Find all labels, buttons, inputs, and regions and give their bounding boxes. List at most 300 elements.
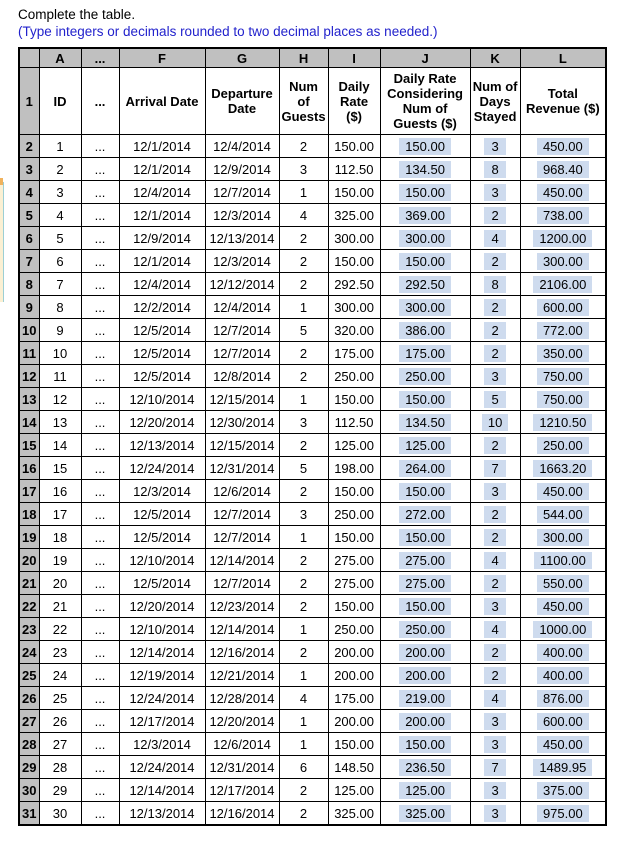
cell-days-stayed (470, 503, 520, 526)
answer-daily-rate-considering[interactable]: 275.00 (399, 552, 451, 569)
cell-daily-rate: 292.50 (328, 273, 380, 296)
cell-daily-rate: 275.00 (328, 549, 380, 572)
row-number: 4 (19, 181, 39, 204)
cell-daily-rate-considering (380, 411, 470, 434)
table-row (19, 158, 606, 181)
cell-arrival-date: 12/13/2014 (119, 802, 205, 826)
answer-num-days-stayed[interactable]: 3 (484, 782, 506, 799)
cell-daily-rate-considering (380, 250, 470, 273)
answer-total-revenue[interactable]: 450.00 (537, 736, 589, 753)
table-row (19, 342, 606, 365)
cell-id: 18 (39, 526, 81, 549)
answer-num-days-stayed[interactable]: 2 (484, 322, 506, 339)
cell-arrival-date: 12/1/2014 (119, 135, 205, 158)
cell-id: 16 (39, 480, 81, 503)
answer-total-revenue[interactable]: 1200.00 (533, 230, 592, 247)
cell-id: 12 (39, 388, 81, 411)
answer-daily-rate-considering[interactable]: 150.00 (399, 253, 451, 270)
answer-num-days-stayed[interactable]: 3 (484, 368, 506, 385)
table-row (19, 411, 606, 434)
cell-departure-date: 12/8/2014 (205, 365, 279, 388)
cell-daily-rate: 125.00 (328, 779, 380, 802)
cell-total-revenue (520, 411, 606, 434)
cell-arrival-date: 12/5/2014 (119, 319, 205, 342)
cell-num-guests: 1 (279, 388, 328, 411)
cell-days-stayed (470, 434, 520, 457)
answer-daily-rate-considering[interactable]: 150.00 (399, 736, 451, 753)
row-number: 19 (19, 526, 39, 549)
cell-num-guests: 2 (279, 572, 328, 595)
answer-total-revenue[interactable]: 750.00 (537, 391, 589, 408)
answer-total-revenue[interactable]: 350.00 (537, 345, 589, 362)
cell-id: 17 (39, 503, 81, 526)
cell-daily-rate: 150.00 (328, 135, 380, 158)
answer-daily-rate-considering[interactable]: 292.50 (399, 276, 451, 293)
table-body (19, 135, 606, 826)
cell-id: 7 (39, 273, 81, 296)
answer-daily-rate-considering[interactable]: 325.00 (399, 805, 451, 822)
cell-daily-rate-considering (380, 273, 470, 296)
cell-daily-rate-considering (380, 572, 470, 595)
table-row (19, 319, 606, 342)
cell-arrival-date: 12/17/2014 (119, 710, 205, 733)
cell-total-revenue (520, 388, 606, 411)
answer-daily-rate-considering[interactable]: 150.00 (399, 184, 451, 201)
cell-total-revenue (520, 756, 606, 779)
answer-total-revenue[interactable]: 300.00 (537, 253, 589, 270)
answer-total-revenue[interactable]: 450.00 (537, 598, 589, 615)
cell-total-revenue (520, 158, 606, 181)
table-row (19, 365, 606, 388)
cell-departure-date: 12/4/2014 (205, 135, 279, 158)
cell-daily-rate-considering (380, 595, 470, 618)
cell-daily-rate-considering (380, 296, 470, 319)
table-row (19, 756, 606, 779)
cell-departure-date: 12/14/2014 (205, 618, 279, 641)
cell-num-guests: 1 (279, 664, 328, 687)
answer-num-days-stayed[interactable]: 8 (484, 161, 506, 178)
answer-num-days-stayed[interactable]: 2 (484, 253, 506, 270)
cell-daily-rate: 250.00 (328, 618, 380, 641)
cell-days-stayed (470, 365, 520, 388)
answer-total-revenue[interactable]: 450.00 (537, 138, 589, 155)
cell-daily-rate: 250.00 (328, 365, 380, 388)
answer-num-days-stayed[interactable]: 10 (482, 414, 508, 431)
answer-daily-rate-considering[interactable]: 175.00 (399, 345, 451, 362)
column-letter-a: A (39, 48, 81, 68)
row-number: 14 (19, 411, 39, 434)
cell-id: 14 (39, 434, 81, 457)
answer-num-days-stayed[interactable]: 3 (484, 184, 506, 201)
cell-departure-date: 12/6/2014 (205, 480, 279, 503)
cell-arrival-date: 12/5/2014 (119, 342, 205, 365)
cell-departure-date: 12/12/2014 (205, 273, 279, 296)
cell-dots: ... (81, 181, 119, 204)
answer-daily-rate-considering[interactable]: 250.00 (399, 621, 451, 638)
answer-num-days-stayed[interactable]: 2 (484, 299, 506, 316)
row-number: 16 (19, 457, 39, 480)
answer-total-revenue[interactable]: 1210.50 (533, 414, 592, 431)
instruction-line-2: (Type integers or decimals rounded to two decimal places as needed.) (18, 24, 438, 39)
row-number: 18 (19, 503, 39, 526)
cell-total-revenue (520, 181, 606, 204)
table-row (19, 641, 606, 664)
answer-num-days-stayed[interactable]: 2 (484, 437, 506, 454)
answer-daily-rate-considering[interactable]: 369.00 (399, 207, 451, 224)
answer-total-revenue[interactable]: 772.00 (537, 322, 589, 339)
answer-num-days-stayed[interactable]: 7 (484, 759, 506, 776)
answer-total-revenue[interactable]: 2106.00 (533, 276, 592, 293)
cell-arrival-date: 12/3/2014 (119, 480, 205, 503)
cell-days-stayed (470, 710, 520, 733)
corner-cell (19, 48, 39, 68)
cell-num-guests: 5 (279, 457, 328, 480)
cell-departure-date: 12/21/2014 (205, 664, 279, 687)
cell-id: 3 (39, 181, 81, 204)
cell-days-stayed (470, 181, 520, 204)
answer-daily-rate-considering[interactable]: 150.00 (399, 529, 451, 546)
cell-dots: ... (81, 135, 119, 158)
answer-num-days-stayed[interactable]: 2 (484, 644, 506, 661)
cell-arrival-date: 12/14/2014 (119, 779, 205, 802)
cell-daily-rate-considering (380, 319, 470, 342)
instructions (18, 6, 437, 40)
cell-num-guests: 1 (279, 618, 328, 641)
answer-num-days-stayed[interactable]: 4 (484, 621, 506, 638)
answer-num-days-stayed[interactable]: 2 (484, 529, 506, 546)
cell-daily-rate-considering (380, 227, 470, 250)
cell-id: 15 (39, 457, 81, 480)
cell-id: 11 (39, 365, 81, 388)
cell-arrival-date: 12/1/2014 (119, 158, 205, 181)
cell-daily-rate-considering (380, 526, 470, 549)
cell-daily-rate: 112.50 (328, 158, 380, 181)
cell-id: 13 (39, 411, 81, 434)
table-row (19, 181, 606, 204)
answer-total-revenue[interactable]: 1000.00 (533, 621, 592, 638)
cell-daily-rate: 200.00 (328, 710, 380, 733)
answer-num-days-stayed[interactable]: 2 (484, 345, 506, 362)
answer-total-revenue[interactable]: 450.00 (537, 483, 589, 500)
cell-daily-rate-considering (380, 204, 470, 227)
cell-num-guests: 4 (279, 687, 328, 710)
cell-days-stayed (470, 342, 520, 365)
cell-departure-date: 12/17/2014 (205, 779, 279, 802)
cell-departure-date: 12/6/2014 (205, 733, 279, 756)
answer-num-days-stayed[interactable]: 5 (484, 391, 506, 408)
row-number: 22 (19, 595, 39, 618)
cell-days-stayed (470, 135, 520, 158)
answer-total-revenue[interactable]: 400.00 (537, 644, 589, 661)
answer-total-revenue[interactable]: 975.00 (537, 805, 589, 822)
row-number: 23 (19, 618, 39, 641)
cell-num-guests: 2 (279, 273, 328, 296)
cell-days-stayed (470, 572, 520, 595)
cell-total-revenue (520, 319, 606, 342)
header-arrival-date: Arrival Date (119, 68, 205, 135)
answer-num-days-stayed[interactable]: 2 (484, 667, 506, 684)
cell-days-stayed (470, 802, 520, 826)
cell-total-revenue (520, 503, 606, 526)
answer-num-days-stayed[interactable]: 3 (484, 598, 506, 615)
table-row (19, 733, 606, 756)
answer-num-days-stayed[interactable]: 3 (484, 138, 506, 155)
answer-daily-rate-considering[interactable]: 134.50 (399, 414, 451, 431)
answer-num-days-stayed[interactable]: 3 (484, 713, 506, 730)
cell-departure-date: 12/7/2014 (205, 526, 279, 549)
cell-id: 28 (39, 756, 81, 779)
header-num-days-stayed: Num of Days Stayed (470, 68, 520, 135)
cell-dots: ... (81, 365, 119, 388)
answer-total-revenue[interactable]: 738.00 (537, 207, 589, 224)
cell-days-stayed (470, 480, 520, 503)
answer-daily-rate-considering[interactable]: 300.00 (399, 299, 451, 316)
table-row (19, 273, 606, 296)
answer-total-revenue[interactable]: 544.00 (537, 506, 589, 523)
answer-daily-rate-considering[interactable]: 150.00 (399, 138, 451, 155)
cell-daily-rate-considering (380, 503, 470, 526)
table-row (19, 802, 606, 826)
cell-departure-date: 12/3/2014 (205, 250, 279, 273)
cell-departure-date: 12/15/2014 (205, 388, 279, 411)
table-row (19, 135, 606, 158)
cell-num-guests: 2 (279, 135, 328, 158)
answer-daily-rate-considering[interactable]: 272.00 (399, 506, 451, 523)
answer-total-revenue[interactable]: 450.00 (537, 184, 589, 201)
answer-num-days-stayed[interactable]: 7 (484, 460, 506, 477)
cell-total-revenue (520, 296, 606, 319)
cell-daily-rate: 150.00 (328, 733, 380, 756)
row-number: 6 (19, 227, 39, 250)
cell-arrival-date: 12/5/2014 (119, 572, 205, 595)
cell-num-guests: 1 (279, 296, 328, 319)
cell-days-stayed (470, 687, 520, 710)
answer-daily-rate-considering[interactable]: 200.00 (399, 713, 451, 730)
answer-num-days-stayed[interactable]: 8 (484, 276, 506, 293)
cell-departure-date: 12/20/2014 (205, 710, 279, 733)
answer-total-revenue[interactable]: 600.00 (537, 299, 589, 316)
cell-daily-rate: 150.00 (328, 250, 380, 273)
cell-num-guests: 1 (279, 733, 328, 756)
cell-num-guests: 3 (279, 503, 328, 526)
cell-num-guests: 2 (279, 227, 328, 250)
column-letter-k: K (470, 48, 520, 68)
answer-num-days-stayed[interactable]: 2 (484, 575, 506, 592)
table-row (19, 503, 606, 526)
answer-daily-rate-considering[interactable]: 150.00 (399, 483, 451, 500)
cell-num-guests: 2 (279, 434, 328, 457)
column-letter-g: G (205, 48, 279, 68)
table-row (19, 204, 606, 227)
answer-total-revenue[interactable]: 1663.20 (533, 460, 592, 477)
row-number: 29 (19, 756, 39, 779)
instruction-line-1: Complete the table. (18, 7, 136, 22)
header-departure-date: Departure Date (205, 68, 279, 135)
cell-arrival-date: 12/20/2014 (119, 595, 205, 618)
cell-daily-rate: 325.00 (328, 204, 380, 227)
cell-departure-date: 12/7/2014 (205, 503, 279, 526)
row-number: 25 (19, 664, 39, 687)
cell-arrival-date: 12/9/2014 (119, 227, 205, 250)
table-row (19, 595, 606, 618)
column-letter-j: J (380, 48, 470, 68)
answer-total-revenue[interactable]: 400.00 (537, 667, 589, 684)
answer-total-revenue[interactable]: 250.00 (537, 437, 589, 454)
cell-departure-date: 12/7/2014 (205, 572, 279, 595)
cell-arrival-date: 12/10/2014 (119, 388, 205, 411)
answer-total-revenue[interactable]: 600.00 (537, 713, 589, 730)
answer-total-revenue[interactable]: 550.00 (537, 575, 589, 592)
row-number: 3 (19, 158, 39, 181)
row-number: 5 (19, 204, 39, 227)
cell-num-guests: 2 (279, 250, 328, 273)
cell-dots: ... (81, 158, 119, 181)
answer-total-revenue[interactable]: 1100.00 (534, 552, 592, 569)
cell-arrival-date: 12/14/2014 (119, 641, 205, 664)
cell-arrival-date: 12/2/2014 (119, 296, 205, 319)
cell-departure-date: 12/31/2014 (205, 457, 279, 480)
cell-days-stayed (470, 250, 520, 273)
cell-num-guests: 1 (279, 181, 328, 204)
cell-total-revenue (520, 595, 606, 618)
answer-total-revenue[interactable]: 1489.95 (533, 759, 592, 776)
answer-num-days-stayed[interactable]: 4 (484, 690, 506, 707)
answer-daily-rate-considering[interactable]: 250.00 (399, 368, 451, 385)
table-row (19, 480, 606, 503)
table-row (19, 549, 606, 572)
table-row (19, 434, 606, 457)
cell-daily-rate: 150.00 (328, 181, 380, 204)
answer-daily-rate-considering[interactable]: 236.50 (399, 759, 451, 776)
answer-daily-rate-considering[interactable]: 150.00 (399, 391, 451, 408)
cell-daily-rate-considering (380, 710, 470, 733)
answer-daily-rate-considering[interactable]: 386.00 (399, 322, 451, 339)
answer-num-days-stayed[interactable]: 3 (484, 736, 506, 753)
cell-days-stayed (470, 273, 520, 296)
answer-total-revenue[interactable]: 300.00 (537, 529, 589, 546)
cell-dots: ... (81, 641, 119, 664)
header-id: ID (39, 68, 81, 135)
answer-daily-rate-considering[interactable]: 275.00 (399, 575, 451, 592)
cell-daily-rate-considering (380, 181, 470, 204)
cell-total-revenue (520, 480, 606, 503)
answer-num-days-stayed[interactable]: 3 (484, 483, 506, 500)
cell-dots: ... (81, 480, 119, 503)
answer-total-revenue[interactable]: 750.00 (537, 368, 589, 385)
cell-dots: ... (81, 526, 119, 549)
cell-daily-rate-considering (380, 687, 470, 710)
cell-departure-date: 12/4/2014 (205, 296, 279, 319)
cell-id: 25 (39, 687, 81, 710)
cell-total-revenue (520, 733, 606, 756)
cell-days-stayed (470, 779, 520, 802)
row-number: 15 (19, 434, 39, 457)
answer-daily-rate-considering[interactable]: 219.00 (399, 690, 451, 707)
answer-daily-rate-considering[interactable]: 200.00 (399, 667, 451, 684)
cell-daily-rate: 148.50 (328, 756, 380, 779)
answer-num-days-stayed[interactable]: 2 (484, 506, 506, 523)
cell-id: 30 (39, 802, 81, 826)
cell-total-revenue (520, 687, 606, 710)
table-row (19, 250, 606, 273)
cell-dots: ... (81, 733, 119, 756)
answer-total-revenue[interactable]: 876.00 (537, 690, 589, 707)
answer-daily-rate-considering[interactable]: 150.00 (399, 598, 451, 615)
cell-total-revenue (520, 664, 606, 687)
cell-id: 10 (39, 342, 81, 365)
cell-id: 8 (39, 296, 81, 319)
cell-daily-rate-considering (380, 549, 470, 572)
answer-daily-rate-considering[interactable]: 300.00 (399, 230, 451, 247)
cell-arrival-date: 12/24/2014 (119, 457, 205, 480)
answer-num-days-stayed[interactable]: 4 (484, 230, 506, 247)
cell-dots: ... (81, 227, 119, 250)
cell-daily-rate: 125.00 (328, 434, 380, 457)
answer-daily-rate-considering[interactable]: 125.00 (399, 782, 451, 799)
cell-days-stayed (470, 595, 520, 618)
cell-arrival-date: 12/4/2014 (119, 273, 205, 296)
cell-dots: ... (81, 756, 119, 779)
answer-daily-rate-considering[interactable]: 200.00 (399, 644, 451, 661)
cell-arrival-date: 12/19/2014 (119, 664, 205, 687)
cell-total-revenue (520, 572, 606, 595)
row-number: 2 (19, 135, 39, 158)
row-number: 28 (19, 733, 39, 756)
cell-total-revenue (520, 641, 606, 664)
cell-dots: ... (81, 503, 119, 526)
cell-id: 2 (39, 158, 81, 181)
answer-total-revenue[interactable]: 968.40 (537, 161, 589, 178)
cell-id: 1 (39, 135, 81, 158)
cell-daily-rate: 150.00 (328, 526, 380, 549)
cell-daily-rate: 175.00 (328, 342, 380, 365)
cell-total-revenue (520, 273, 606, 296)
answer-daily-rate-considering[interactable]: 264.00 (399, 460, 451, 477)
column-letter-l: L (520, 48, 606, 68)
answer-num-days-stayed[interactable]: 4 (484, 552, 506, 569)
cell-num-guests: 2 (279, 779, 328, 802)
table-row (19, 526, 606, 549)
cell-daily-rate-considering (380, 342, 470, 365)
row-number: 10 (19, 319, 39, 342)
row-number: 24 (19, 641, 39, 664)
cell-total-revenue (520, 710, 606, 733)
answer-total-revenue[interactable]: 375.00 (537, 782, 589, 799)
header-daily-rate: Daily Rate ($) (328, 68, 380, 135)
header-total-revenue: Total Revenue ($) (520, 68, 606, 135)
cell-dots: ... (81, 204, 119, 227)
cell-dots: ... (81, 411, 119, 434)
row-number: 27 (19, 710, 39, 733)
cell-departure-date: 12/14/2014 (205, 549, 279, 572)
row-number: 20 (19, 549, 39, 572)
cell-days-stayed (470, 526, 520, 549)
cell-daily-rate: 275.00 (328, 572, 380, 595)
cell-dots: ... (81, 710, 119, 733)
answer-num-days-stayed[interactable]: 3 (484, 805, 506, 822)
table-row (19, 572, 606, 595)
header-daily-rate-considering: Daily Rate Considering Num of Guests ($) (380, 68, 470, 135)
answer-daily-rate-considering[interactable]: 125.00 (399, 437, 451, 454)
row-number: 1 (19, 68, 39, 135)
answer-num-days-stayed[interactable]: 2 (484, 207, 506, 224)
cell-days-stayed (470, 158, 520, 181)
answer-daily-rate-considering[interactable]: 134.50 (399, 161, 451, 178)
cell-daily-rate-considering (380, 664, 470, 687)
cell-total-revenue (520, 779, 606, 802)
cell-days-stayed (470, 227, 520, 250)
cell-id: 21 (39, 595, 81, 618)
